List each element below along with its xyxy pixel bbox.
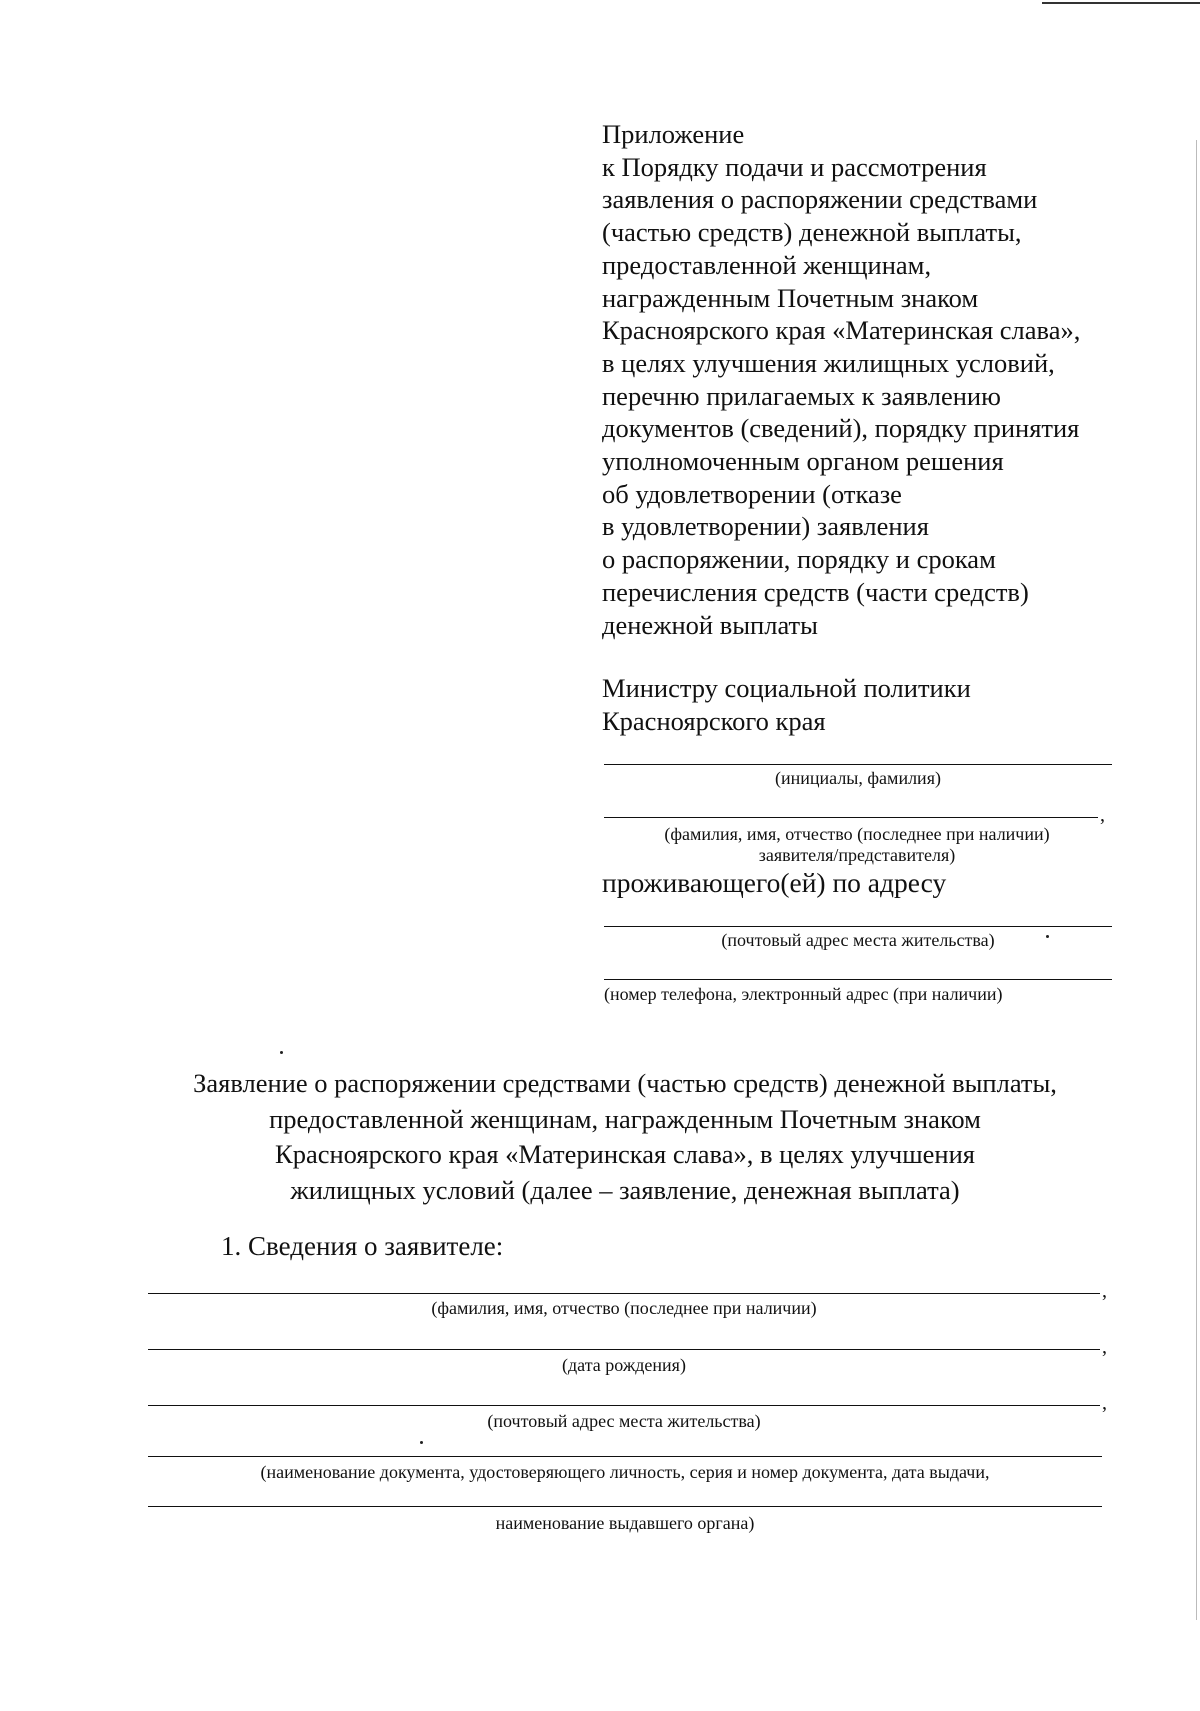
postal-address-caption: (почтовый адрес места жительства) bbox=[487, 1411, 761, 1431]
appendix-header bbox=[602, 118, 1162, 641]
appendix-line: об удовлетворении (отказе bbox=[602, 478, 902, 509]
contacts-caption: (номер телефона, электронный адрес (при наличии) bbox=[604, 984, 1003, 1004]
field-comma: , bbox=[1100, 804, 1105, 826]
appendix-line: Приложение bbox=[602, 119, 745, 149]
scan-speck bbox=[420, 1441, 423, 1444]
field-comma: , bbox=[1102, 1336, 1107, 1358]
residence-label: проживающего(ей) по адресу bbox=[602, 867, 947, 898]
appendix-line: Красноярского края «Материнская слава», bbox=[602, 315, 1081, 346]
birth-date-field[interactable] bbox=[148, 1349, 1100, 1350]
appendix-line: награжденным Почетным знаком bbox=[602, 282, 979, 313]
appendix-line: денежной выплаты bbox=[602, 609, 818, 640]
postal-address-field[interactable] bbox=[148, 1405, 1100, 1406]
birth-date-caption: (дата рождения) bbox=[562, 1355, 686, 1375]
statement-title-line: жилищных условий (далее – заявление, денежная выплата) bbox=[290, 1174, 960, 1205]
field-comma: , bbox=[1102, 1280, 1107, 1302]
residence-address-field[interactable] bbox=[604, 926, 1112, 927]
contacts-field[interactable] bbox=[604, 979, 1112, 980]
appendix-line: перечисления средств (части средств) bbox=[602, 576, 1029, 607]
id-document-caption: (наименование документа, удостоверяющего личность, серия и номер документа, дата выдачи, bbox=[260, 1462, 990, 1482]
full-name-caption: (фамилия, имя, отчество (последнее при наличии) bbox=[431, 1298, 817, 1318]
statement-title-line: Красноярского края «Материнская слава», в целях улучшения bbox=[275, 1139, 975, 1169]
issuing-authority-caption: наименование выдавшего органа) bbox=[495, 1513, 755, 1533]
applicant-name-caption: (фамилия, имя, отчество (последнее при наличии) bbox=[664, 824, 1050, 844]
applicant-name-field[interactable] bbox=[604, 817, 1098, 818]
id-document-field[interactable] bbox=[148, 1456, 1102, 1457]
appendix-line: (частью средств) денежной выплаты, bbox=[602, 217, 1022, 248]
addressee-block bbox=[602, 672, 1162, 738]
minister-initials-caption: (инициалы, фамилия) bbox=[775, 768, 941, 788]
minister-initials-field[interactable] bbox=[604, 764, 1112, 765]
issuing-authority-field[interactable] bbox=[148, 1506, 1102, 1507]
appendix-line: уполномоченным органом решения bbox=[602, 446, 1004, 477]
appendix-line: в удовлетворении) заявления bbox=[602, 511, 929, 542]
residence-address-caption: (почтовый адрес места жительства) bbox=[721, 930, 995, 950]
appendix-line: заявления о распоряжении средствами bbox=[602, 184, 1038, 215]
addressee-line: Министру социальной политики bbox=[602, 673, 971, 703]
scan-edge-mark bbox=[1042, 2, 1200, 4]
appendix-line: предоставленной женщинам, bbox=[602, 249, 932, 280]
addressee-line: Красноярского края bbox=[602, 706, 826, 736]
statement-title-line: Заявление о распоряжении средствами (частью средств) денежной выплаты, bbox=[193, 1068, 1057, 1098]
appendix-line: перечню прилагаемых к заявлению bbox=[602, 380, 1001, 411]
statement-title-line: предоставленной женщинам, награжденным Почетным знаком bbox=[269, 1103, 981, 1134]
scan-edge-shadow bbox=[1196, 140, 1197, 1620]
scan-speck bbox=[280, 1051, 283, 1054]
appendix-line: документов (сведений), порядку принятия bbox=[602, 413, 1080, 444]
appendix-line: в целях улучшения жилищных условий, bbox=[602, 347, 1055, 378]
statement-title bbox=[100, 1066, 1150, 1208]
appendix-line: к Порядку подачи и рассмотрения bbox=[602, 151, 987, 182]
field-comma: , bbox=[1102, 1392, 1107, 1414]
appendix-line: о распоряжении, порядку и срокам bbox=[602, 544, 996, 575]
section-heading: 1. Сведения о заявителе: bbox=[221, 1231, 504, 1261]
full-name-field[interactable] bbox=[148, 1293, 1100, 1294]
applicant-role-caption: заявителя/представителя) bbox=[758, 845, 956, 865]
scan-speck bbox=[1046, 935, 1049, 938]
